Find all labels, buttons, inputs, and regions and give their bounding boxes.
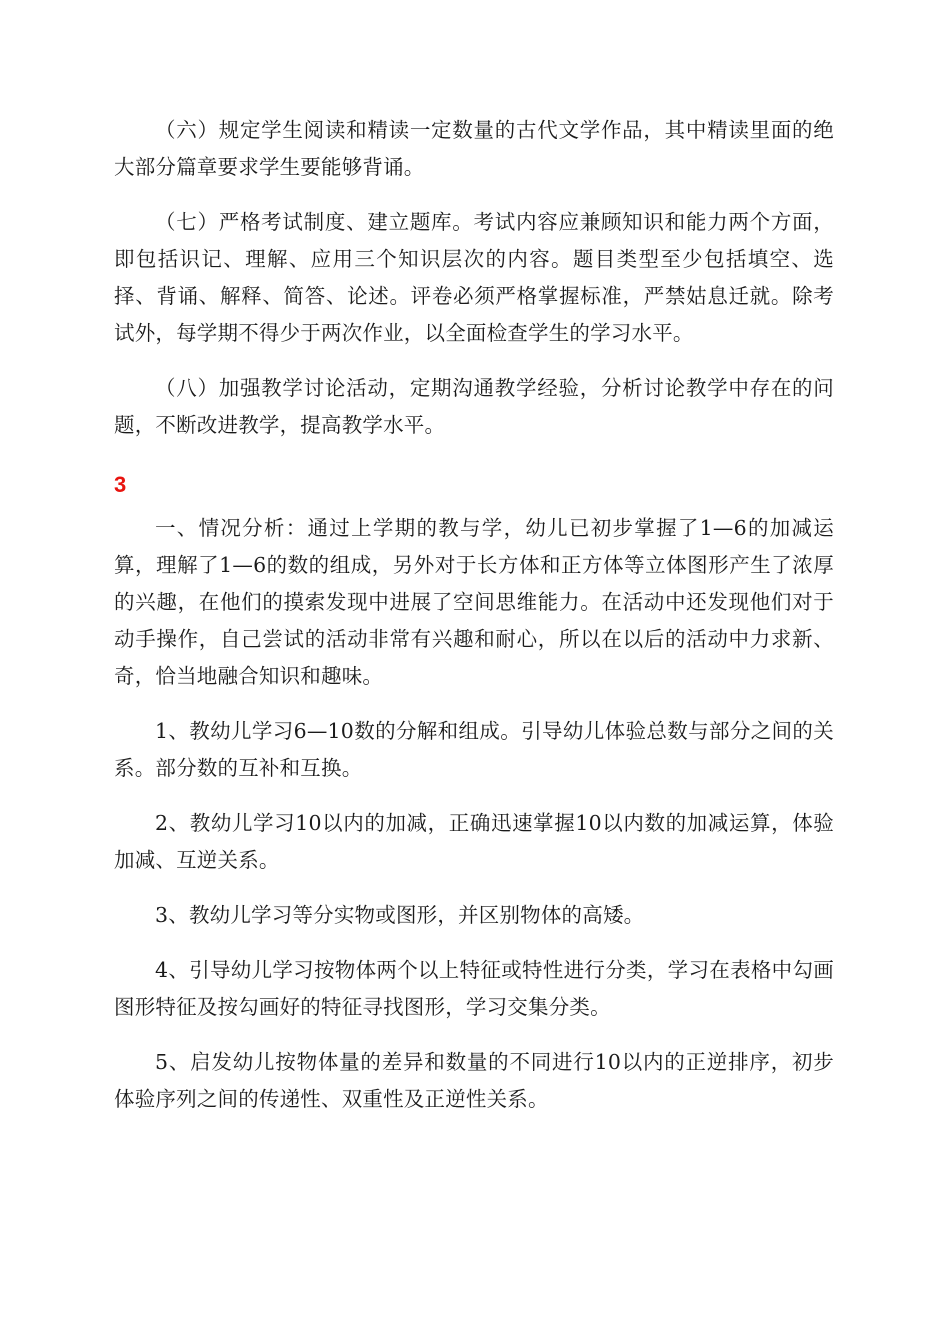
- list-item-2: 2、教幼儿学习10以内的加减，正确迅速掌握10以内数的加减运算，体验加减、互逆关系。: [114, 811, 834, 872]
- paragraph-item-8: （八）加强教学讨论活动，定期沟通教学经验，分析讨论教学中存在的问题，不断改进教学，提高教学水平。: [114, 376, 834, 437]
- list-item-3: 3、教幼儿学习等分实物或图形，并区别物体的高矮。: [155, 903, 645, 927]
- list-item-1: 1、教幼儿学习6—10数的分解和组成。引导幼儿体验总数与部分之间的关系。部分数的互补和互换。: [114, 719, 834, 780]
- document-body: [114, 112, 834, 1136]
- situation-analysis-paragraph: 一、情况分析：通过上学期的教与学，幼儿已初步掌握了1—6的加减运算，理解了1—6的数的组成，另外对于长方体和正方体等立体图形产生了浓厚的兴趣，在他们的摸索发现中进展了空间思维能力。在活动中还发现他们对于动手操作，自己尝试的活动非常有兴趣和耐心，所以在以后的活动中力求新、奇，恰当地融合知识和趣味。: [114, 516, 834, 688]
- section-number: 3: [114, 472, 127, 497]
- paragraph-item-7: （七）严格考试制度、建立题库。考试内容应兼顾知识和能力两个方面，即包括识记、理解、应用三个知识层次的内容。题目类型至少包括填空、选择、背诵、解释、简答、论述。评卷必须严格掌握标准，严禁姑息迁就。除考试外，每学期不得少于两次作业，以全面检查学生的学习水平。: [114, 210, 834, 345]
- list-item-5: 5、启发幼儿按物体量的差异和数量的不同进行10以内的正逆排序，初步体验序列之间的传递性、双重性及正逆性关系。: [114, 1050, 834, 1111]
- paragraph-item-6: （六）规定学生阅读和精读一定数量的古代文学作品，其中精读里面的绝大部分篇章要求学生要能够背诵。: [114, 118, 834, 179]
- list-item-4: 4、引导幼儿学习按物体两个以上特征或特性进行分类，学习在表格中勾画图形特征及按勾画好的特征寻找图形，学习交集分类。: [114, 958, 834, 1019]
